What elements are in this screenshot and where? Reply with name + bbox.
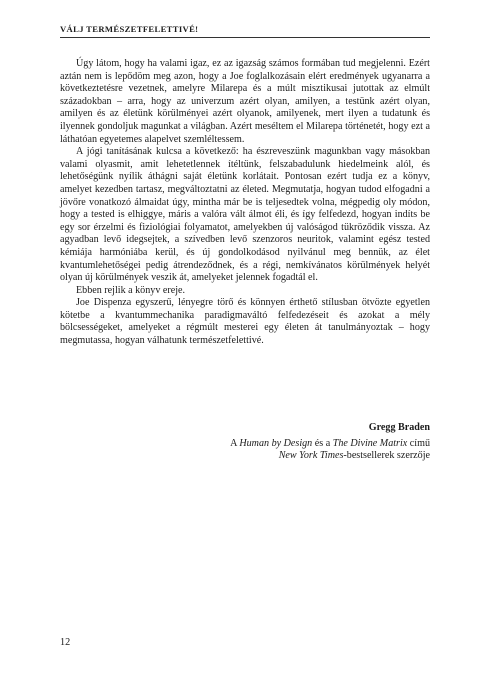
author-credit-line-2 [60,450,430,463]
page-number: 12 [60,637,71,648]
credit-conjunction: és a [312,437,333,449]
paragraph-3: Ebben rejlik a könyv ereje. [76,284,186,296]
running-head: VÁLJ TERMÉSZETFELETTIVÉ! [60,24,199,34]
book-title-human-by-design: Human by Design [239,437,313,449]
author-credit-line-1 [60,438,430,451]
credit-suffix: című [407,437,430,449]
paragraph-1: Úgy látom, hogy ha valami igaz, ez az igazság számos formában tud megjelenni. Ezért aztán nem is lepődöm meg azon, hogy a Joe foglalkozásain elért eredmények ugyanarra a következtetésre vezetnek, amelyre Milarepa és a múlt misztikusai jutottak az elmúlt századokban – arra, hogy az univerzum azért olyan, amilyen, a testünk azért olyan, amilyen és az életünk körülményei azért olyanok, amilyenek, mert ilyen a tudatunk és ilyennek gondoljuk magunkat a világban. Azért meséltem el Milarepa történetét, hogy ezt a láthatóan egyetemes alapelvet szemléltessem. [60,58,430,145]
author-name: Gregg Braden [368,422,430,433]
signature-block [60,422,430,463]
credit-prefix: A [230,437,240,449]
paragraph-4: Joe Dispenza egyszerű, lényegre törő és könnyen érthető stílusban ötvözte egyetlen kötetbe a kvantummechanika paradigmaváltó felfedezéseit és azokat a mély bölcsességeket, amelyeket a régmúlt mesterei egy életen át tanulmányoztak – hogy megmutassa, hogyan válhatunk természetfelettivé. [60,297,430,347]
newspaper-title: New York Times [278,450,344,462]
credit-role: -bestsellerek szerzője [343,450,430,462]
paragraph-2: A jógi tanításának kulcsa a következő: ha észreveszünk magunkban vagy másokban valami olyasmit, amit lehetetlennek ítéltünk, felszabadulunk hiedelmeink alól, és lehetőségünk nyílik áthágni saját életünk korlátait. Pontosan ezért tudja ez a könyv, amelyet kezedben tartasz, megváltoztatni az életed. Megmutatja, hogyan tudod elfogadni a jövőre vonatkozó álmaidat úgy, mintha már be is teljesedtek volna, mégpedig oly módon, hogy a tested is elhiggye, máris a valóra vált álmot éli, és így felfedezd, hogyan indíts be egy sor érzelmi és fiziológiai folyamatot, amelyekben új valóságod tükröződik vissza. Az agyadban levő idegsejtek, a szívedben levő szenzoros neuritok, valamint egész tested kémiája harmóniába kerül, és új gondolkodásod nyilvánul meg bennük, az élet kvantumlehetőségei pedig átrendeződnek, és a régi, nemkívánatos körülmények helyét olyan új körülmények veszik át, amelyeket jelennek fogadtál el. [60,146,430,284]
body-text [60,58,430,348]
header-rule [60,37,430,38]
book-title-divine-matrix: The Divine Matrix [332,437,408,449]
